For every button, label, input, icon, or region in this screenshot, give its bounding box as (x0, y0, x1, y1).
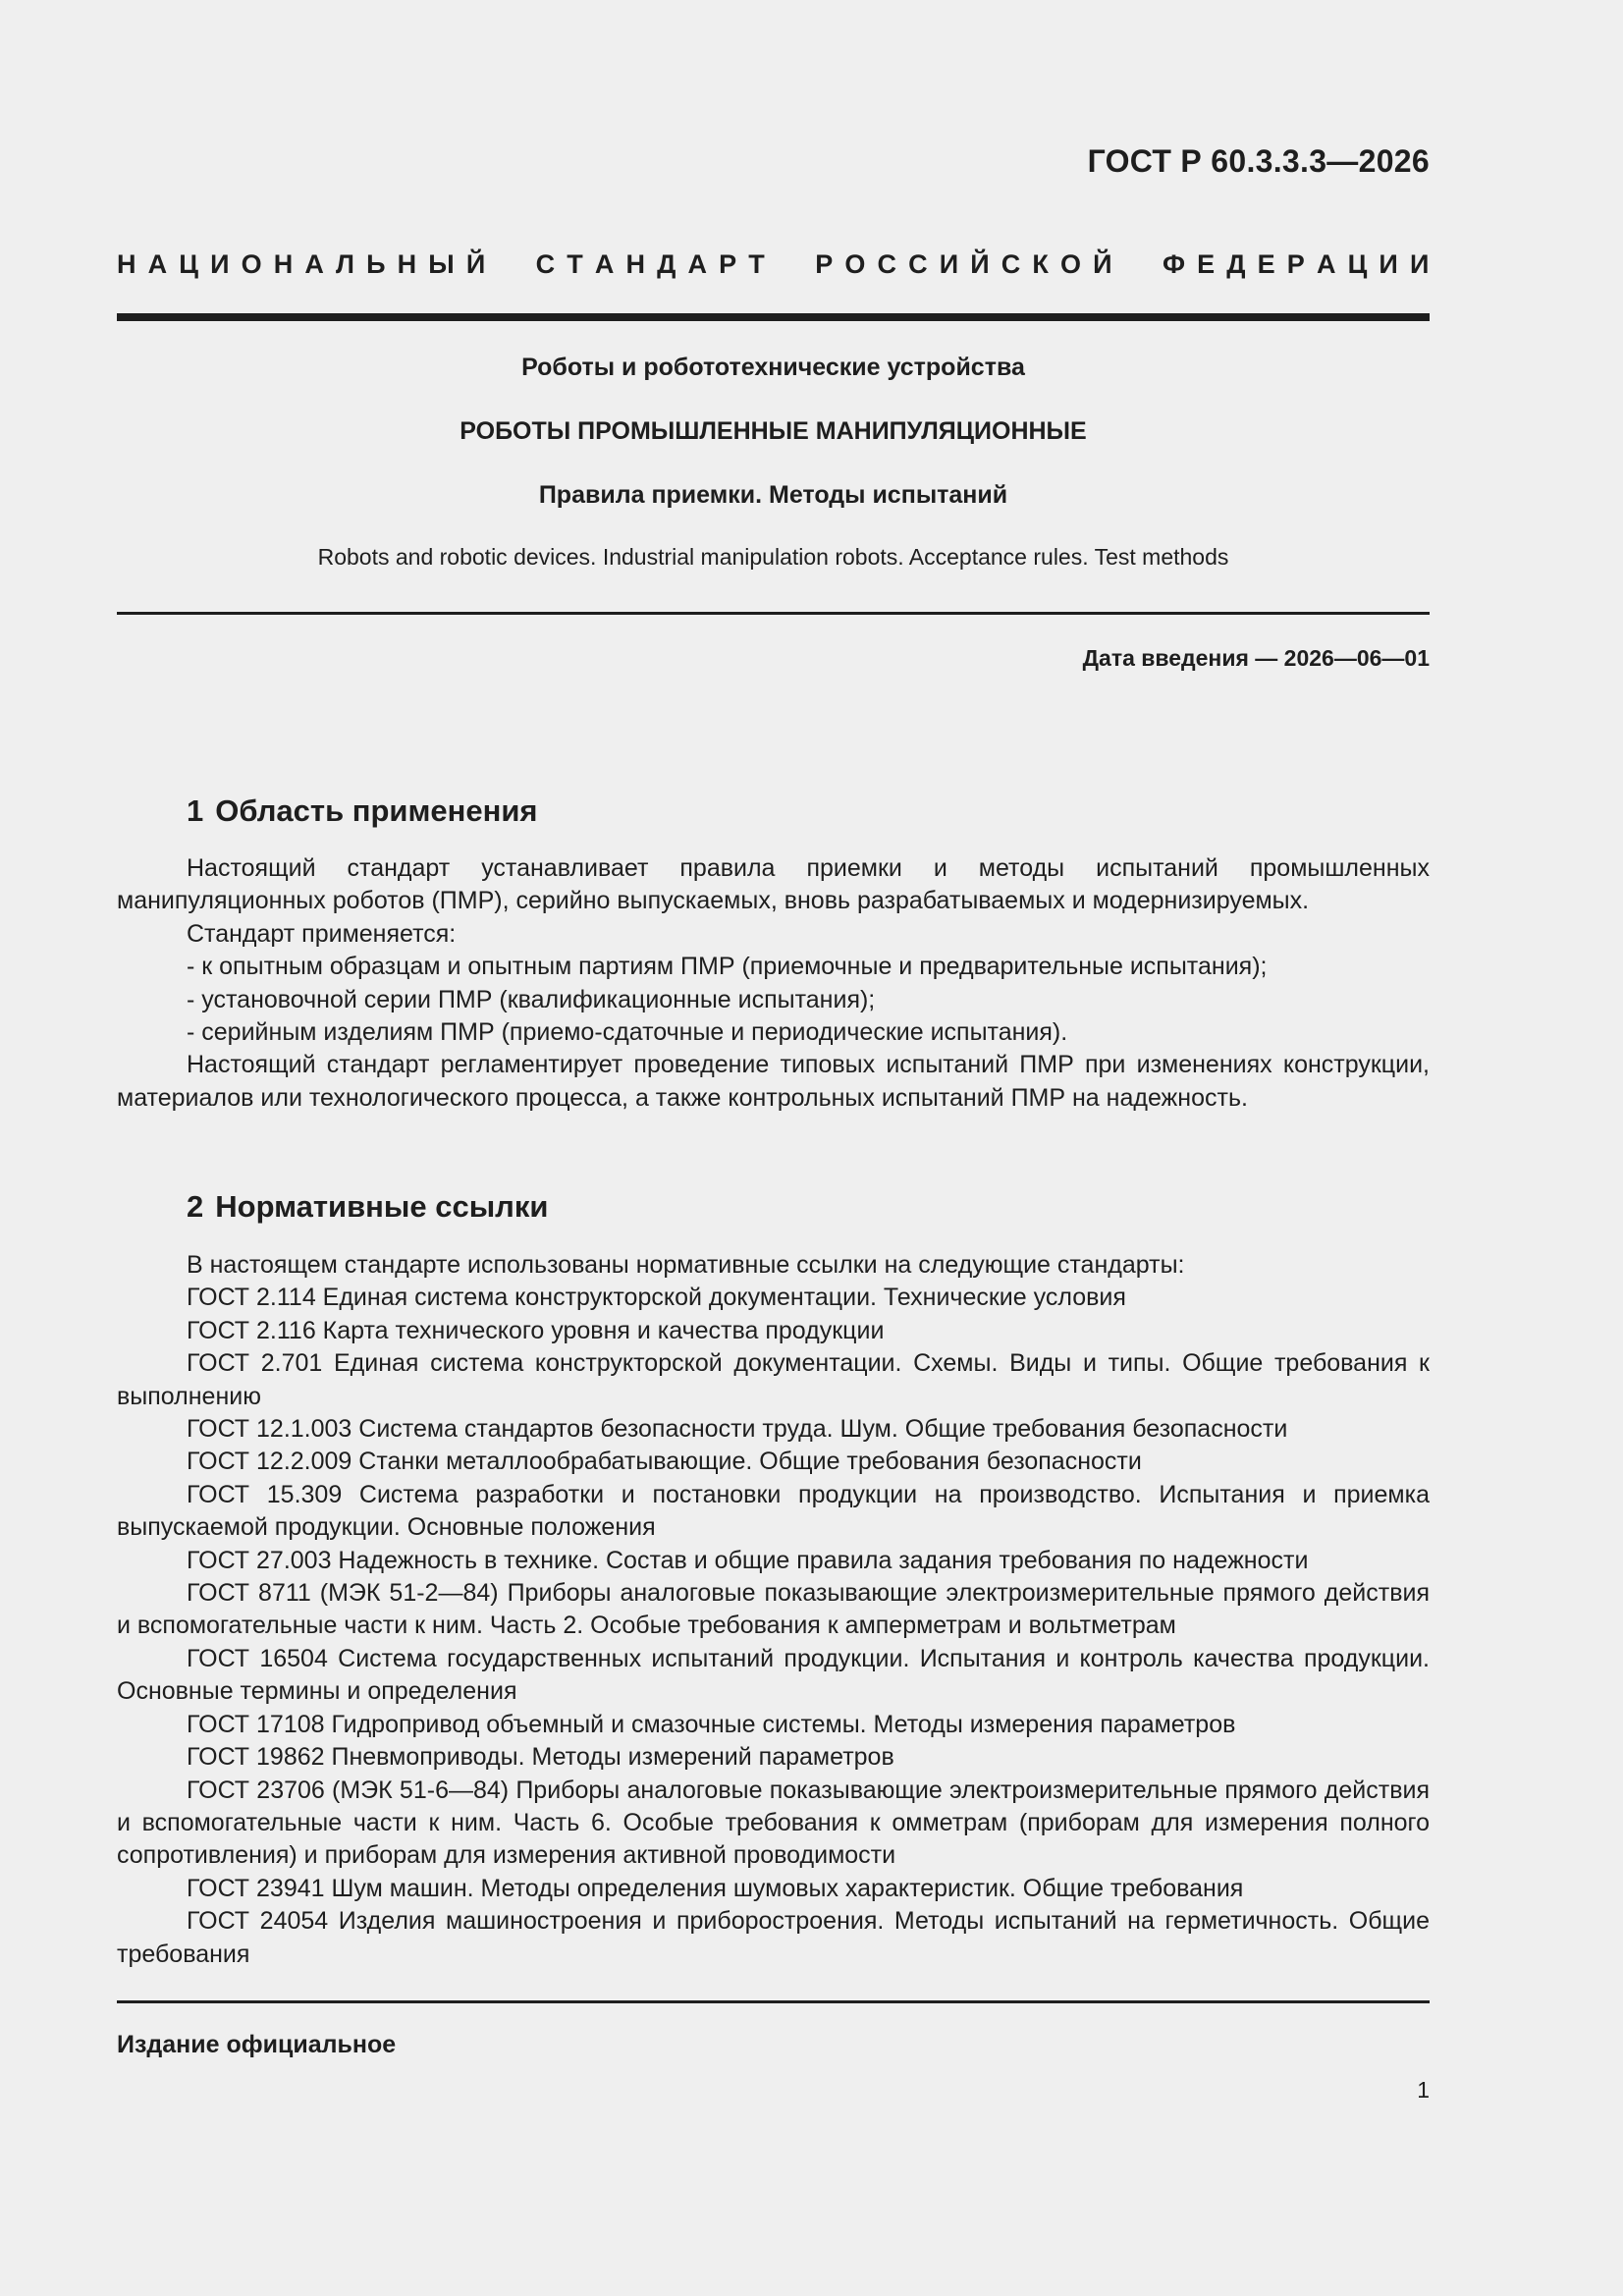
national-standard-title (117, 249, 1430, 280)
paragraph: Стандарт применяется: (187, 919, 457, 948)
section-title: Область применения (215, 793, 538, 828)
national-title-letter: Д (1226, 249, 1246, 279)
national-title-letter: Д (657, 249, 676, 279)
reference-item: ГОСТ 16504 Система государственных испытаний продукции. Испытания и контроль качества продукции. Основные термины и определения (117, 1644, 1430, 1706)
national-title-space (516, 249, 524, 280)
national-title-letter: Ь (366, 249, 386, 279)
reference-item: ГОСТ 24054 Изделия машиностроения и приборостроения. Методы испытаний на герметичность. Общие требования (117, 1907, 1430, 1968)
national-title-letter: С (877, 249, 896, 279)
national-title-letter: С (535, 249, 556, 279)
reference-item: ГОСТ 12.2.009 Станки металлообрабатывающие. Общие требования безопасности (187, 1448, 1142, 1476)
national-title-letter: Т (748, 249, 765, 279)
list-item: - к опытным образцам и опытным партиям ПМР (приемочные и предварительные испытания); (187, 953, 1268, 981)
paragraph: Настоящий стандарт регламентирует проведение типовых испытаний ПМР при изменениях конструкции, материалов или технологического процесса, а также контрольных испытаний ПМР на надежность. (117, 1051, 1430, 1112)
national-title-letter: С (1001, 249, 1021, 279)
national-title-letter: И (1409, 249, 1430, 279)
national-title-letter: А (147, 249, 168, 279)
reference-item: ГОСТ 15.309 Система разработки и постановки продукции на производство. Испытания и приемка выпускаемой продукции. Основные положения (117, 1480, 1430, 1542)
footer-divider (117, 2000, 1430, 2003)
national-title-space (777, 249, 784, 280)
section-2-body (117, 1249, 1430, 1971)
national-title-letter: Т (567, 249, 583, 279)
national-title-letter: Н (273, 249, 294, 279)
national-title-letter: Ы (428, 249, 455, 279)
reference-item: ГОСТ 2.114 Единая система конструкторской документации. Технические условия (187, 1284, 1126, 1312)
national-title-letter: Й (465, 249, 486, 279)
national-title-letter: А (1316, 249, 1336, 279)
title-line-2: РОБОТЫ ПРОМЫШЛЕННЫЕ МАНИПУЛЯЦИОННЫЕ (460, 417, 1087, 445)
section-title: Нормативные ссылки (215, 1189, 549, 1224)
reference-item: ГОСТ 23941 Шум машин. Методы определения шумовых характеристик. Общие требования (187, 1874, 1244, 1902)
national-title-letter: А (594, 249, 615, 279)
section-number: 2 (187, 1189, 204, 1224)
national-title-space (796, 249, 804, 280)
national-title-letter: С (908, 249, 928, 279)
introduction-date: Дата введения — 2026—06—01 (1082, 645, 1430, 671)
national-title-letter: Н (117, 249, 136, 279)
title-english: Robots and robotic devices. Industrial manipulation robots. Acceptance rules. Test methods (317, 544, 1229, 570)
national-title-letter: О (241, 249, 262, 279)
document-code: ГОСТ Р 60.3.3.3—2026 (1087, 143, 1430, 179)
national-title-letter: А (687, 249, 708, 279)
reference-item: ГОСТ 17108 Гидропривод объемный и смазочные системы. Методы измерения параметров (187, 1710, 1236, 1738)
section-1-heading (187, 793, 538, 829)
national-title-letter: К (1032, 249, 1049, 279)
national-title-letter: И (1379, 249, 1398, 279)
paragraph: Настоящий стандарт устанавливает правила приемки и методы испытаний промышленных манипуляционных роботов (ПМР), серийно выпускаемых, вновь разрабатываемых и модернизируемых. (117, 854, 1430, 915)
reference-item: ГОСТ 23706 (МЭК 51-6—84) Приборы аналоговые показывающие электроизмерительные прямого действия и вспомогательные части к ним. Часть 6. Особые требования к омметрам (приборам для измерения полного сопротивления) и приборам для измерения активной проводимости (117, 1776, 1430, 1870)
national-title-letter: А (304, 249, 324, 279)
national-title-letter: Р (719, 249, 737, 279)
reference-item: ГОСТ 27.003 Надежность в технике. Состав и общие правила задания требования по надежности (187, 1546, 1309, 1574)
official-edition-label: Издание официальное (117, 2031, 397, 2058)
reference-item: ГОСТ 12.1.003 Система стандартов безопасности труда. Шум. Общие требования безопасности (187, 1415, 1288, 1444)
title-line-1: Роботы и робототехнические устройства (521, 354, 1025, 381)
national-title-letter: Ц (179, 249, 198, 279)
header-divider-thick (117, 313, 1430, 321)
national-title-letter: Р (815, 249, 834, 279)
national-title-letter: О (1060, 249, 1082, 279)
reference-item: ГОСТ 2.701 Единая система конструкторской документации. Схемы. Виды и типы. Общие требования к выполнению (117, 1349, 1430, 1410)
national-title-letter: И (210, 249, 230, 279)
document-page (117, 0, 1430, 2296)
title-line-3: Правила приемки. Методы испытаний (538, 481, 1008, 509)
national-title-letter: Л (336, 249, 354, 279)
page-number: 1 (1417, 2077, 1430, 2103)
national-title-space (1143, 249, 1151, 280)
national-title-letter: Й (1093, 249, 1112, 279)
title-divider (117, 612, 1430, 615)
national-title-space (497, 249, 505, 280)
national-title-letter: О (844, 249, 866, 279)
reference-item: ГОСТ 19862 Пневмоприводы. Методы измерений параметров (187, 1743, 894, 1772)
national-title-letter: Р (1286, 249, 1305, 279)
section-number: 1 (187, 793, 204, 828)
national-title-letter: Ф (1162, 249, 1186, 279)
national-title-letter: Н (397, 249, 417, 279)
section-2-heading (187, 1189, 548, 1225)
national-title-letter: Е (1257, 249, 1275, 279)
national-title-letter: И (939, 249, 959, 279)
national-title-letter: Й (970, 249, 990, 279)
section-1-body (117, 852, 1430, 1115)
national-title-letter: Е (1197, 249, 1216, 279)
paragraph: В настоящем стандарте использованы нормативные ссылки на следующие стандарты: (187, 1251, 1185, 1279)
reference-item: ГОСТ 2.116 Карта технического уровня и качества продукции (187, 1316, 885, 1344)
national-title-letter: Н (625, 249, 646, 279)
reference-item: ГОСТ 8711 (МЭК 51-2—84) Приборы аналоговые показывающие электроизмерительные прямого действия и вспомогательные части к ним. Часть 2. Особые требования к амперметрам и вольтметрам (117, 1579, 1430, 1640)
list-item: - установочной серии ПМР (квалификационные испытания); (187, 985, 876, 1013)
national-title-space (1124, 249, 1132, 280)
national-title-letter: Ц (1347, 249, 1368, 279)
list-item: - серийным изделиям ПМР (приемо-сдаточные и периодические испытания). (187, 1018, 1068, 1047)
